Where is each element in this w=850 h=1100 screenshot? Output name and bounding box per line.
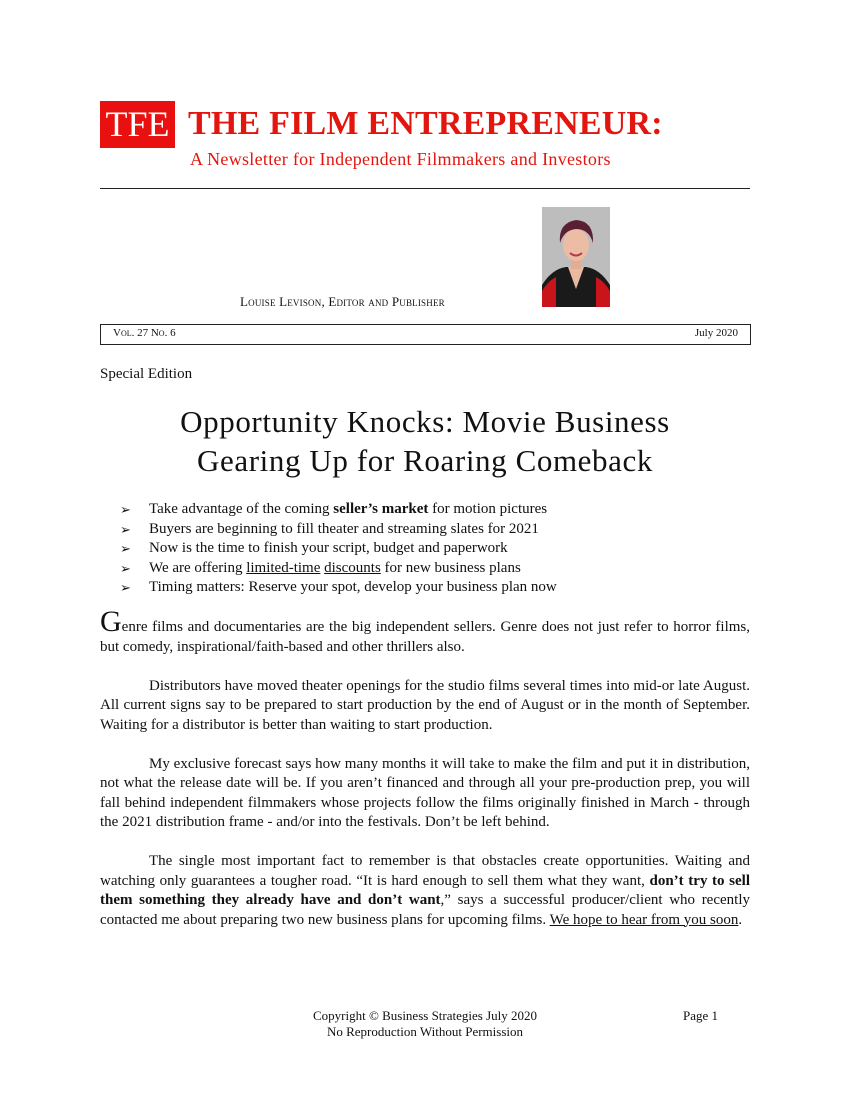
list-item xyxy=(120,520,750,540)
headline xyxy=(100,402,750,480)
list-item xyxy=(120,578,750,598)
arrow-bullet-icon: ➢ xyxy=(120,502,131,517)
quote-emphasis: don’t try to sell them something they already have and don’t want xyxy=(100,872,750,908)
bullet-emphasis: seller’s market xyxy=(333,501,429,517)
list-item xyxy=(120,500,750,520)
article-paragraph: My exclusive forecast says how many months it will take to make the film and put it in distribution, not what the release date will be. If you aren’t financed and through all your pre-production prep, you will fall behind independent filmmakers whose projects follow the films originally finished in March - through the 2021 distribution frame - and/or into the festivals. Don’t be left behind. xyxy=(100,755,750,830)
bullet-text: Buyers are beginning to fill theater and streaming slates for 2021 xyxy=(149,520,539,537)
arrow-bullet-icon: ➢ xyxy=(120,580,131,595)
masthead-divider xyxy=(100,188,750,189)
headline-line-1: Opportunity Knocks: Movie Business xyxy=(180,404,670,439)
bullet-text: for motion pictures xyxy=(428,501,548,517)
bullet-text: Timing matters: Reserve your spot, develop your business plan now xyxy=(149,579,557,595)
drop-cap: G xyxy=(100,605,122,638)
bullet-text: Take advantage of the coming xyxy=(149,501,334,517)
discounts-link[interactable]: discounts xyxy=(324,559,381,576)
article-paragraph: Distributors have moved theater openings for the studio films several times into mid-or late August. All current signs say to be prepared to start production by the end of August or in the month of September. Waiting for a distributor is better than waiting to start production. xyxy=(100,677,750,733)
issue-bar xyxy=(100,324,751,345)
paragraph-text: . xyxy=(738,911,743,928)
edition-label: Special Edition xyxy=(100,366,193,382)
arrow-bullet-icon: ➢ xyxy=(120,541,131,556)
copyright-notice: Copyright © Business Strategies July 2020 xyxy=(312,1008,537,1023)
limited-time-link[interactable]: limited-time xyxy=(246,559,321,576)
bullet-text: We are offering xyxy=(149,559,247,576)
paragraph-text: The single most important fact to remember is that obstacles create opportunities. Waiting and watching only guarantees a tougher road. “It is hard enough to sell them what they want, xyxy=(100,853,750,889)
highlights-list xyxy=(120,500,750,598)
tfe-logo: TFE xyxy=(100,101,175,148)
contact-link[interactable]: We hope to hear from you soon xyxy=(549,911,739,928)
editor-separator: , xyxy=(321,294,329,309)
article-paragraph xyxy=(100,852,750,930)
list-item xyxy=(120,539,750,559)
article-body xyxy=(100,605,750,950)
issue-date: July 2020 xyxy=(694,327,738,339)
issue-volume: Vol. 27 No. 6 xyxy=(113,327,176,339)
editor-photo xyxy=(542,207,610,307)
arrow-bullet-icon: ➢ xyxy=(120,521,131,537)
newsletter-title: THE FILM ENTREPRENEUR: xyxy=(188,105,663,142)
page-number: Page 1 xyxy=(683,1008,719,1023)
headline-line-2: Gearing Up for Roaring Comeback xyxy=(197,443,653,478)
editor-name: Louise Levison xyxy=(240,294,322,309)
editor-role: Editor and Publisher xyxy=(328,294,445,309)
editor-credit xyxy=(240,294,445,310)
article-paragraph xyxy=(100,605,750,657)
paragraph-text: enre films and documentaries are the big independent sellers. Genre does not just refer to horror films, but comedy, inspirational/faith-based and other thrillers also. xyxy=(100,619,750,655)
arrow-bullet-icon: ➢ xyxy=(120,560,131,576)
bullet-text: for new business plans xyxy=(380,559,521,576)
paragraph-text: ,” says a successful producer/client who recently contacted me about preparing two new business plans for upcoming films. xyxy=(100,892,750,928)
footer-copyright-block xyxy=(100,1008,750,1040)
list-item xyxy=(120,559,750,579)
bullet-text: Now is the time to finish your script, budget and paperwork xyxy=(149,540,508,556)
newsletter-subtitle: A Newsletter for Independent Filmmakers and Investors xyxy=(190,149,611,169)
rights-notice: No Reproduction Without Permission xyxy=(326,1024,524,1039)
